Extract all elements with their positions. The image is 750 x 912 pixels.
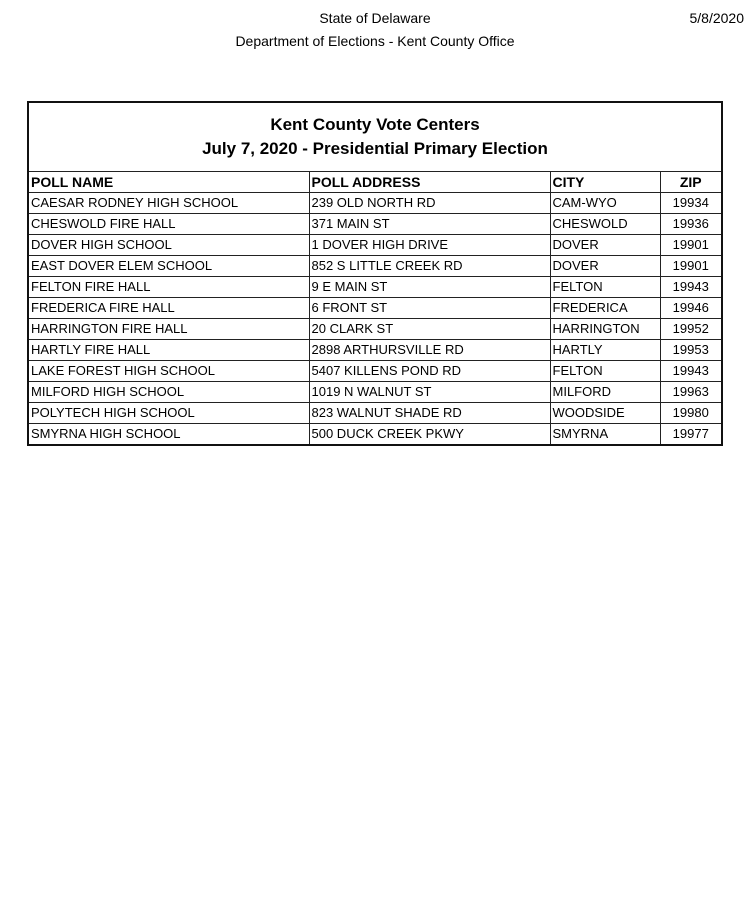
poll-name-cell: HARTLY FIRE HALL — [29, 340, 309, 361]
poll-name-cell: DOVER HIGH SCHOOL — [29, 235, 309, 256]
zip-cell: 19952 — [660, 319, 721, 340]
zip-cell: 19946 — [660, 298, 721, 319]
city-cell: SMYRNA — [550, 424, 660, 445]
zip-cell: 19963 — [660, 382, 721, 403]
poll-address-cell: 852 S LITTLE CREEK RD — [309, 256, 550, 277]
table-row — [29, 361, 721, 382]
poll-name-cell: HARRINGTON FIRE HALL — [29, 319, 309, 340]
table-row — [29, 277, 721, 298]
header-state: State of Delaware — [319, 10, 431, 26]
city-cell: FELTON — [550, 277, 660, 298]
poll-address-cell: 9 E MAIN ST — [309, 277, 550, 298]
table-body — [29, 193, 721, 445]
vote-centers-box — [27, 101, 723, 446]
poll-address-cell: 6 FRONT ST — [309, 298, 550, 319]
city-cell: HARTLY — [550, 340, 660, 361]
poll-address-cell: 823 WALNUT SHADE RD — [309, 403, 550, 424]
poll-address-cell: 500 DUCK CREEK PKWY — [309, 424, 550, 445]
poll-name-cell: LAKE FOREST HIGH SCHOOL — [29, 361, 309, 382]
column-header-city: CITY — [550, 172, 660, 193]
poll-address-cell: 20 CLARK ST — [309, 319, 550, 340]
poll-name-cell: CHESWOLD FIRE HALL — [29, 214, 309, 235]
poll-address-cell: 5407 KILLENS POND RD — [309, 361, 550, 382]
poll-address-cell: 2898 ARTHURSVILLE RD — [309, 340, 550, 361]
vote-centers-table — [29, 171, 721, 444]
poll-address-cell: 239 OLD NORTH RD — [309, 193, 550, 214]
zip-cell: 19953 — [660, 340, 721, 361]
table-row — [29, 382, 721, 403]
poll-name-cell: CAESAR RODNEY HIGH SCHOOL — [29, 193, 309, 214]
zip-cell: 19977 — [660, 424, 721, 445]
poll-name-cell: POLYTECH HIGH SCHOOL — [29, 403, 309, 424]
city-cell: WOODSIDE — [550, 403, 660, 424]
zip-cell: 19980 — [660, 403, 721, 424]
table-row — [29, 235, 721, 256]
city-cell: MILFORD — [550, 382, 660, 403]
header-date: 5/8/2020 — [689, 10, 744, 26]
column-header-poll-address: POLL ADDRESS — [309, 172, 550, 193]
table-row — [29, 214, 721, 235]
table-row — [29, 319, 721, 340]
header-department: Department of Elections - Kent County Office — [235, 33, 515, 49]
table-header-row — [29, 172, 721, 193]
city-cell: FREDERICA — [550, 298, 660, 319]
poll-name-cell: FREDERICA FIRE HALL — [29, 298, 309, 319]
city-cell: HARRINGTON — [550, 319, 660, 340]
city-cell: DOVER — [550, 235, 660, 256]
city-cell: CHESWOLD — [550, 214, 660, 235]
title-block — [29, 103, 721, 171]
table-row — [29, 403, 721, 424]
city-cell: DOVER — [550, 256, 660, 277]
poll-name-cell: SMYRNA HIGH SCHOOL — [29, 424, 309, 445]
poll-name-cell: MILFORD HIGH SCHOOL — [29, 382, 309, 403]
column-header-poll-name: POLL NAME — [29, 172, 309, 193]
city-cell: FELTON — [550, 361, 660, 382]
zip-cell: 19936 — [660, 214, 721, 235]
zip-cell: 19934 — [660, 193, 721, 214]
poll-name-cell: FELTON FIRE HALL — [29, 277, 309, 298]
zip-cell: 19901 — [660, 235, 721, 256]
zip-cell: 19943 — [660, 361, 721, 382]
table-row — [29, 256, 721, 277]
table-row — [29, 340, 721, 361]
poll-address-cell: 1 DOVER HIGH DRIVE — [309, 235, 550, 256]
table-row — [29, 424, 721, 445]
zip-cell: 19901 — [660, 256, 721, 277]
table-row — [29, 298, 721, 319]
poll-address-cell: 371 MAIN ST — [309, 214, 550, 235]
zip-cell: 19943 — [660, 277, 721, 298]
table-row — [29, 193, 721, 214]
document-subtitle: July 7, 2020 - Presidential Primary Election — [202, 139, 548, 158]
document-title: Kent County Vote Centers — [270, 115, 480, 134]
city-cell: CAM-WYO — [550, 193, 660, 214]
poll-name-cell: EAST DOVER ELEM SCHOOL — [29, 256, 309, 277]
poll-address-cell: 1019 N WALNUT ST — [309, 382, 550, 403]
column-header-zip: ZIP — [660, 172, 721, 193]
